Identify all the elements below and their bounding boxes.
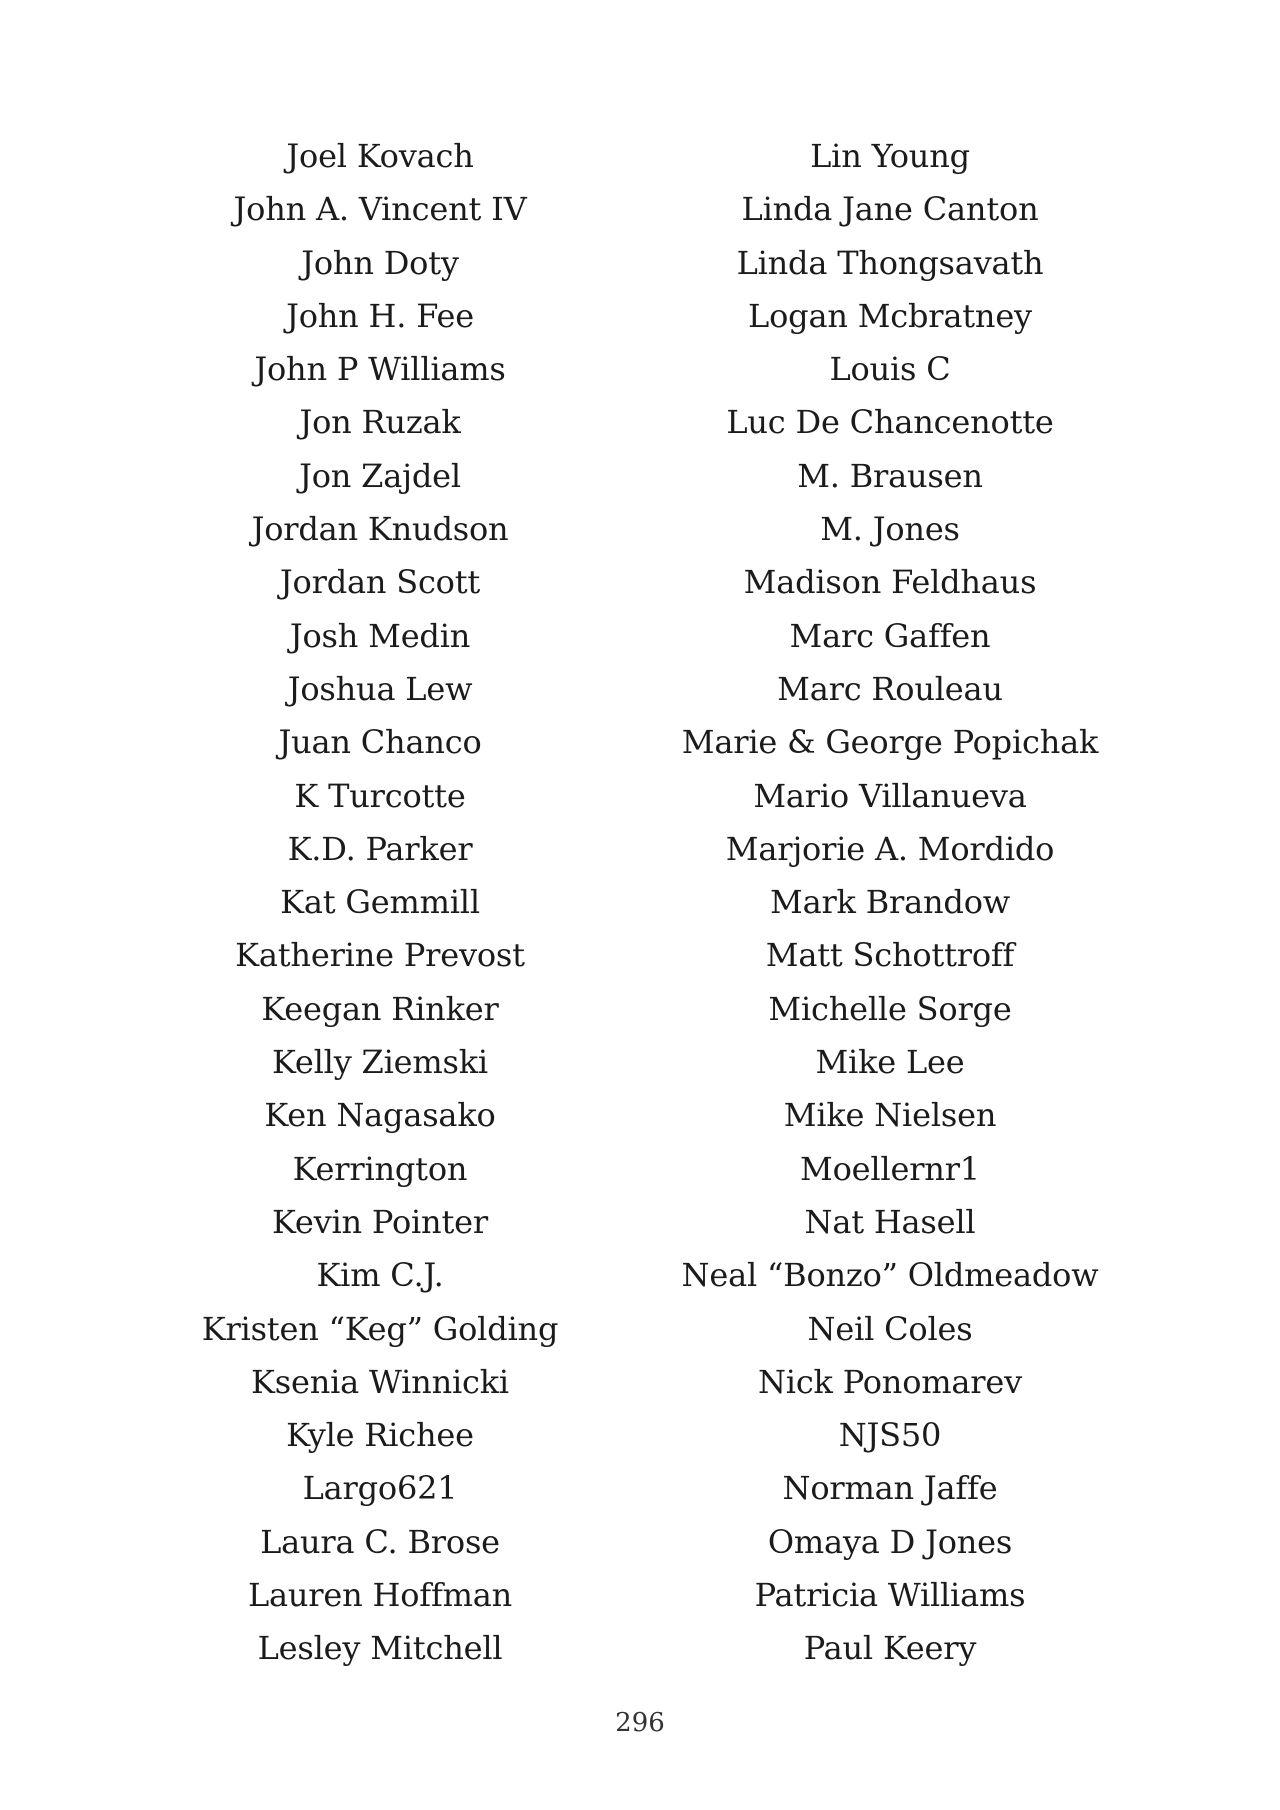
name-entry: Neil Coles xyxy=(807,1309,973,1348)
name-entry: K.D. Parker xyxy=(287,829,473,868)
page-number: 296 xyxy=(615,1708,665,1738)
name-entry: Marie & George Popichak xyxy=(681,723,1099,762)
name-entry: Mike Nielsen xyxy=(783,1096,997,1135)
name-entry: Mark Brandow xyxy=(770,883,1010,922)
name-entry: Kat Gemmill xyxy=(280,883,480,922)
name-entry: Nat Hasell xyxy=(804,1202,976,1241)
name-entry: Kevin Pointer xyxy=(272,1202,488,1241)
name-entry: Kelly Ziemski xyxy=(272,1043,488,1082)
name-entry: John A. Vincent IV xyxy=(233,190,527,229)
name-entry: Matt Schottroff xyxy=(765,936,1015,975)
name-entry: John Doty xyxy=(301,243,459,282)
name-entry: Laura C. Brose xyxy=(260,1522,500,1561)
left-column xyxy=(180,130,580,1676)
name-entry: Nick Ponomarev xyxy=(757,1362,1023,1401)
name-entry: Linda Jane Canton xyxy=(741,190,1039,229)
name-entry: Marjorie A. Mordido xyxy=(725,829,1055,868)
name-entry: Jon Ruzak xyxy=(299,403,461,442)
name-entry: Lin Young xyxy=(810,137,970,175)
name-entry: Norman Jaffe xyxy=(782,1469,998,1508)
name-entry: Joshua Lew xyxy=(287,669,473,708)
name-entry: John P Williams xyxy=(254,350,506,389)
name-entry: Kim C.J. xyxy=(316,1256,444,1295)
name-entry: Omaya D Jones xyxy=(767,1522,1013,1561)
name-entry: Louis C xyxy=(829,350,951,389)
name-entry: NJS50 xyxy=(838,1416,942,1455)
name-entry: Katherine Prevost xyxy=(235,936,525,975)
name-entry: Joel Kovach xyxy=(286,137,474,175)
name-entry: Largo621 xyxy=(302,1469,458,1508)
name-entry: Marc Gaffen xyxy=(789,616,991,655)
name-entry: Juan Chanco xyxy=(278,723,482,762)
name-entry: Jordan Scott xyxy=(279,563,481,602)
name-entry: Kristen “Keg” Golding xyxy=(201,1309,559,1348)
name-entry: Logan Mcbratney xyxy=(748,296,1032,335)
name-entry: Linda Thongsavath xyxy=(736,243,1044,282)
name-entry: M. Jones xyxy=(820,510,960,549)
name-entry: Kerrington xyxy=(292,1149,468,1188)
name-entry: Ken Nagasako xyxy=(264,1096,496,1135)
name-entry: K Turcotte xyxy=(294,776,466,815)
name-entry: Moellernr1 xyxy=(800,1149,980,1188)
name-entry: M. Brausen xyxy=(797,456,983,495)
name-entry: Luc De Chancenotte xyxy=(726,403,1054,442)
name-entry: Paul Keery xyxy=(803,1629,977,1668)
name-entry: Lauren Hoffman xyxy=(247,1576,513,1615)
right-column xyxy=(680,130,1100,1676)
name-entry: Jordan Knudson xyxy=(251,510,509,549)
name-entry: Keegan Rinker xyxy=(261,989,499,1028)
names-list xyxy=(0,130,1280,1690)
name-entry: Kyle Richee xyxy=(286,1416,474,1455)
name-entry: Ksenia Winnicki xyxy=(251,1362,509,1401)
name-entry: Jon Zajdel xyxy=(299,456,461,495)
name-entry: Marc Rouleau xyxy=(777,669,1003,708)
name-entry: Patricia Williams xyxy=(754,1576,1026,1615)
name-entry: John H. Fee xyxy=(286,296,474,335)
name-entry: Mario Villanueva xyxy=(753,776,1027,815)
name-entry: Michelle Sorge xyxy=(768,989,1012,1028)
name-entry: Josh Medin xyxy=(289,616,471,655)
name-entry: Neal “Bonzo” Oldmeadow xyxy=(681,1256,1099,1295)
name-entry: Mike Lee xyxy=(815,1043,965,1082)
name-entry: Madison Feldhaus xyxy=(743,563,1037,602)
name-entry: Lesley Mitchell xyxy=(257,1629,503,1668)
